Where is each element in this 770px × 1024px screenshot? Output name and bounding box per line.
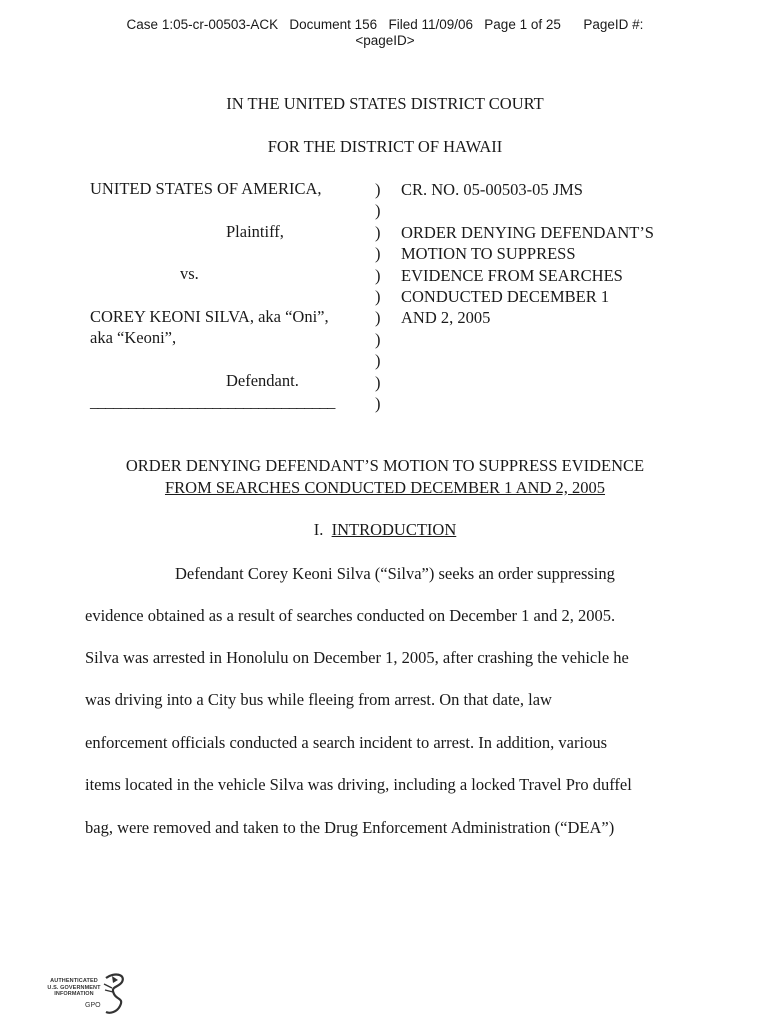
body-line: enforcement officials conducted a search incident to arrest. In addition, various [85,733,607,752]
header-pageid-value: <pageID> [355,33,415,48]
document-title-line-1: ORDER DENYING DEFENDANT’S MOTION TO SUPPRESS EVIDENCE [125,456,645,475]
section-heading [0,520,770,540]
body-line: items located in the vehicle Silva was driving, including a locked Travel Pro duffel [85,775,632,794]
paren: ) [375,265,381,285]
eagle-icon [102,972,130,1016]
defendant-name-line-1: COREY KEONI SILVA, aka “Oni”, [90,307,329,326]
document-title-line-2: FROM SEARCHES CONDUCTED DECEMBER 1 AND 2, 2005 [164,478,606,497]
seal-line: INFORMATION [54,991,94,997]
paren: ) [375,351,381,371]
caption-right-column [401,179,654,329]
plaintiff-role: Plaintiff, [226,222,284,241]
seal-line: U.S. GOVERNMENT [47,984,101,991]
paren: ) [375,287,381,307]
order-title-line: ORDER DENYING DEFENDANT’S [401,222,654,242]
plaintiff-name: UNITED STATES OF AMERICA, [90,179,322,198]
seal-line: AUTHENTICATED [50,978,98,984]
case-number: CR. NO. 05-00503-05 JMS [401,180,583,199]
order-title-line: EVIDENCE FROM SEARCHES [401,265,623,285]
section-number: I. [313,520,324,539]
order-title-line: AND 2, 2005 [401,308,491,328]
paren: ) [375,180,381,199]
header-pageid-label: PageID #: [583,17,644,32]
header-filed-date: Filed 11/09/06 [388,17,474,32]
body-line: was driving into a City bus while fleeing from arrest. On that date, law [85,690,552,709]
section-title: INTRODUCTION [331,520,457,539]
paren: ) [375,308,381,328]
body-line: evidence obtained as a result of searches conducted on December 1 and 2, 2005. [85,606,616,625]
body-line: Defendant Corey Keoni Silva (“Silva”) seeks an order suppressing [175,564,615,583]
paren: ) [375,244,381,264]
court-name: IN THE UNITED STATES DISTRICT COURT [226,94,544,113]
paren: ) [375,201,381,221]
document-title-line-2-wrap [0,478,770,498]
paren: ) [375,372,381,392]
header-case-number: Case 1:05-cr-00503-ACK [126,17,279,32]
seal-gpo-mark: GPO [85,1002,101,1009]
caption-rule: ________________________________ [90,392,335,411]
court-district: FOR THE DISTRICT OF HAWAII [267,137,503,156]
body-line: bag, were removed and taken to the Drug Enforcement Administration (“DEA”) [85,818,615,837]
caption-parenthesis-column [375,179,381,414]
order-title-line: MOTION TO SUPPRESS [401,244,576,264]
paren: ) [375,394,381,414]
defendant-name-line-2: aka “Keoni”, [90,328,177,347]
header-page-number: Page 1 of 25 [484,17,561,32]
paren: ) [375,222,381,242]
order-title-line: CONDUCTED DECEMBER 1 [401,287,610,307]
ecf-header [0,17,770,49]
gpo-authentication-seal [44,972,134,1016]
header-document-number: Document 156 [289,17,378,32]
body-line: Silva was arrested in Honolulu on December 1, 2005, after crashing the vehicle he [85,648,629,667]
defendant-role: Defendant. [226,371,299,390]
paren: ) [375,329,381,349]
seal-text [44,978,104,998]
versus-label: vs. [180,264,199,283]
